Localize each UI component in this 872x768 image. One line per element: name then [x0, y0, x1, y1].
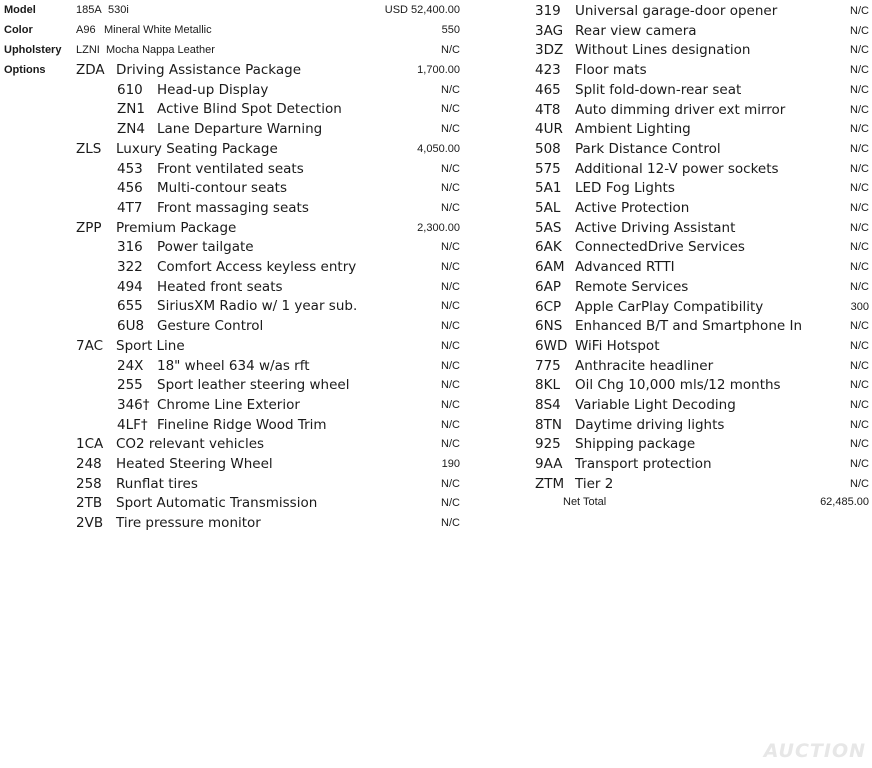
option-price: N/C — [441, 241, 460, 254]
option-price: N/C — [441, 517, 460, 530]
option-price: 1,700.00 — [417, 64, 460, 76]
color-code: A96 — [76, 24, 96, 36]
option-description: Advanced RTTI — [575, 259, 675, 276]
upholstery-code: LZNI — [76, 44, 100, 56]
option-code: ZLS — [76, 140, 102, 157]
option-code: 346† — [117, 396, 150, 413]
option-description: CO2 relevant vehicles — [116, 436, 265, 453]
option-row — [0, 356, 872, 376]
option-code: 6AM — [535, 259, 565, 276]
option-description: Apple CarPlay Compatibility — [575, 298, 764, 315]
option-price: 190 — [441, 458, 460, 470]
option-description: Enhanced B/T and Smartphone In — [575, 318, 803, 335]
option-description: Shipping package — [575, 436, 696, 453]
option-description: LED Fog Lights — [575, 180, 675, 197]
upholstery-label: Upholstery — [4, 44, 62, 56]
option-code: 24X — [117, 357, 144, 374]
option-description: Active Driving Assistant — [575, 219, 736, 236]
option-price: N/C — [850, 83, 869, 96]
option-code: 8S4 — [535, 397, 561, 413]
option-description: Comfort Access keyless entry — [157, 259, 357, 275]
option-price: N/C — [441, 162, 460, 175]
option-code: 4UR — [535, 121, 563, 138]
option-price: N/C — [850, 162, 869, 175]
option-code: ZN1 — [117, 101, 145, 118]
option-description: Auto dimming driver ext mirror — [575, 101, 786, 118]
option-price: N/C — [850, 24, 869, 37]
option-description: SiriusXM Radio w/ 1 year sub. — [157, 298, 358, 315]
option-description: Remote Services — [575, 278, 689, 295]
option-price: N/C — [441, 438, 460, 451]
option-code: 1CA — [76, 436, 104, 453]
option-description: ConnectedDrive Services — [575, 239, 745, 256]
option-price: N/C — [441, 379, 460, 392]
option-description: Heated front seats — [157, 278, 283, 295]
option-price: N/C — [850, 241, 869, 254]
option-description: Anthracite headliner — [575, 357, 714, 374]
option-price: N/C — [850, 182, 869, 195]
color-price: 550 — [441, 24, 460, 36]
color-label: Color — [4, 24, 33, 36]
option-description: Park Distance Control — [575, 140, 721, 157]
option-description: Tire pressure monitor — [116, 515, 261, 532]
model-price: USD 52,400.00 — [384, 4, 460, 16]
option-row — [0, 119, 872, 139]
upholstery-name: Mocha Nappa Leather — [106, 44, 215, 56]
option-description: Head-up Display — [157, 81, 269, 98]
option-row — [0, 454, 872, 474]
option-price: N/C — [850, 221, 869, 234]
options-label: Options — [4, 64, 46, 76]
model-code: 185A — [76, 4, 102, 16]
option-code: 6NS — [535, 318, 563, 335]
option-code: ZN4 — [117, 121, 145, 138]
option-row — [0, 434, 872, 454]
option-row — [0, 1, 872, 21]
option-row — [0, 513, 470, 533]
option-price: N/C — [441, 201, 460, 214]
option-code: 6AP — [535, 278, 561, 295]
option-code: 255 — [117, 377, 143, 394]
option-code: 6U8 — [117, 318, 145, 335]
option-code: 610 — [117, 81, 143, 98]
option-description: Multi-contour seats — [157, 180, 287, 197]
option-description: Power tailgate — [157, 239, 254, 256]
option-description: Variable Light Decoding — [575, 397, 736, 413]
option-price: N/C — [850, 142, 869, 155]
option-price: N/C — [850, 339, 869, 352]
option-description: Daytime driving lights — [575, 416, 725, 433]
option-price: N/C — [850, 261, 869, 274]
option-description: Chrome Line Exterior — [157, 396, 300, 413]
option-price: N/C — [441, 418, 460, 431]
option-price: 2,300.00 — [417, 221, 460, 234]
option-row — [0, 80, 872, 100]
option-code: 6CP — [535, 298, 562, 315]
option-row — [0, 139, 872, 159]
option-code: 5AL — [535, 200, 561, 216]
option-code: 456 — [117, 180, 143, 197]
option-row — [0, 198, 872, 218]
option-description: Premium Package — [116, 219, 237, 236]
option-row — [0, 415, 872, 435]
option-code: ZPP — [76, 219, 102, 236]
option-price: N/C — [850, 418, 869, 431]
option-description: Rear view camera — [575, 22, 697, 39]
option-description: Tier 2 — [575, 475, 614, 492]
option-price: N/C — [850, 399, 869, 411]
option-price: N/C — [441, 280, 460, 293]
option-price: 4,050.00 — [417, 142, 460, 155]
option-price: N/C — [850, 5, 869, 17]
option-description: Active Protection — [575, 200, 690, 216]
option-description: Without Lines designation — [575, 42, 751, 59]
option-row — [0, 178, 872, 198]
option-price: N/C — [850, 438, 869, 451]
option-row — [0, 474, 872, 494]
option-description: 18" wheel 634 w/as rft — [157, 357, 310, 374]
option-description: Oil Chg 10,000 mls/12 months — [575, 377, 781, 394]
option-code: 6WD — [535, 337, 568, 354]
option-description: Additional 12-V power sockets — [575, 160, 779, 177]
option-code: 319 — [535, 3, 561, 19]
option-code: 4T7 — [117, 199, 143, 216]
option-row — [0, 237, 872, 257]
option-code: 2VB — [76, 515, 104, 532]
option-code: 655 — [117, 298, 143, 315]
net-total-label: Net Total — [563, 496, 607, 508]
option-code: 7AC — [76, 337, 104, 354]
option-description: Universal garage-door opener — [575, 3, 778, 19]
option-price: N/C — [441, 339, 460, 352]
option-price: N/C — [850, 379, 869, 392]
option-price: N/C — [441, 359, 460, 372]
color-name: Mineral White Metallic — [104, 24, 212, 36]
option-row — [0, 297, 872, 317]
option-price: N/C — [850, 202, 869, 214]
option-row — [0, 60, 872, 80]
option-code: 322 — [117, 259, 143, 275]
option-description: Driving Assistance Package — [116, 62, 302, 78]
option-code: ZTM — [535, 475, 565, 492]
option-price: N/C — [850, 280, 869, 293]
option-code: ZDA — [76, 62, 105, 78]
option-price: N/C — [441, 261, 460, 273]
option-row — [0, 257, 872, 277]
model-label: Model — [4, 4, 36, 16]
option-code: 4T8 — [535, 101, 561, 118]
option-description: Active Blind Spot Detection — [157, 101, 342, 118]
option-price: N/C — [441, 477, 460, 490]
option-row — [0, 316, 872, 336]
option-code: 494 — [117, 278, 143, 295]
option-description: Transport protection — [575, 456, 712, 473]
option-code: 258 — [76, 475, 102, 492]
option-price: N/C — [441, 182, 460, 195]
option-row — [0, 159, 872, 179]
net-total-row — [0, 492, 872, 512]
option-price: N/C — [850, 477, 869, 490]
option-code: 5AS — [535, 219, 562, 236]
option-code: 575 — [535, 160, 561, 177]
option-code: 3AG — [535, 22, 564, 39]
option-description: Runflat tires — [116, 475, 198, 492]
option-code: 5A1 — [535, 180, 562, 197]
option-row — [0, 336, 872, 356]
upholstery-price: N/C — [441, 44, 460, 56]
option-description: Floor mats — [575, 62, 647, 79]
option-price: N/C — [441, 123, 460, 136]
option-code: 8TN — [535, 416, 562, 433]
option-description: Gesture Control — [157, 318, 264, 335]
option-description: Front ventilated seats — [157, 160, 304, 177]
option-price: N/C — [441, 320, 460, 333]
option-description: Fineline Ridge Wood Trim — [157, 416, 327, 433]
option-description: Front massaging seats — [157, 199, 309, 216]
option-code: 3DZ — [535, 42, 564, 59]
option-description: Ambient Lighting — [575, 121, 691, 138]
option-code: 9AA — [535, 456, 563, 473]
option-row — [0, 395, 872, 415]
option-description: Lane Departure Warning — [157, 121, 323, 138]
option-code: 423 — [535, 62, 561, 79]
option-description: Split fold-down-rear seat — [575, 81, 742, 98]
option-price: 300 — [850, 300, 869, 313]
option-price: N/C — [850, 320, 869, 333]
option-price: N/C — [850, 359, 869, 372]
option-code: 775 — [535, 357, 561, 374]
auction-watermark: AUCTION — [763, 740, 866, 762]
option-price: N/C — [850, 44, 869, 57]
option-code: 4LF† — [117, 416, 148, 433]
option-code: 508 — [535, 140, 561, 157]
option-row — [0, 375, 872, 395]
option-code: 248 — [76, 456, 102, 472]
option-description: Sport Automatic Transmission — [116, 495, 318, 512]
option-row — [0, 100, 872, 120]
option-row — [0, 40, 872, 60]
option-price: N/C — [441, 103, 460, 116]
option-code: 925 — [535, 436, 561, 453]
option-price: N/C — [441, 83, 460, 96]
option-description: Sport Line — [116, 337, 185, 354]
model-name: 530i — [108, 4, 129, 16]
option-description: Sport leather steering wheel — [157, 377, 350, 394]
option-price: N/C — [850, 64, 869, 77]
option-description: WiFi Hotspot — [575, 337, 660, 354]
option-price: N/C — [850, 458, 869, 471]
option-code: 8KL — [535, 377, 560, 394]
option-code: 465 — [535, 81, 561, 98]
option-description: Luxury Seating Package — [116, 140, 278, 157]
option-code: 453 — [117, 160, 143, 177]
option-code: 316 — [117, 239, 143, 256]
option-description: Heated Steering Wheel — [116, 456, 273, 472]
option-row — [0, 218, 872, 238]
option-code: 6AK — [535, 239, 562, 256]
option-row — [0, 277, 872, 297]
option-price: N/C — [441, 497, 460, 510]
option-row — [0, 21, 872, 41]
option-price: N/C — [850, 103, 869, 116]
net-total-value: 62,485.00 — [820, 496, 869, 508]
option-code: 2TB — [76, 495, 103, 512]
option-price: N/C — [850, 123, 869, 136]
option-price: N/C — [441, 398, 460, 411]
option-price: N/C — [441, 300, 460, 313]
